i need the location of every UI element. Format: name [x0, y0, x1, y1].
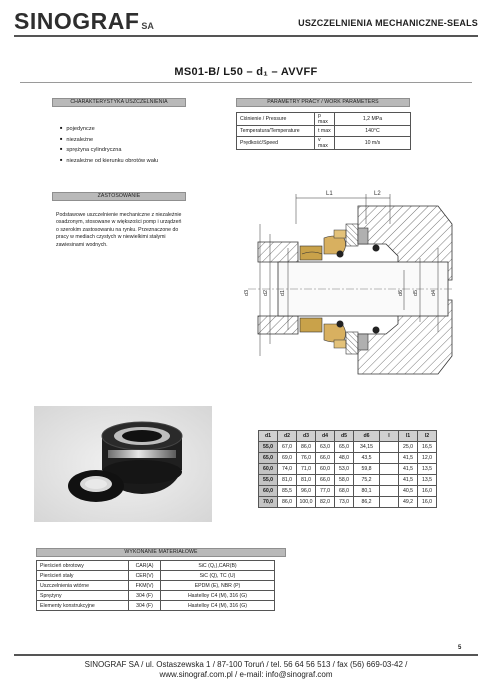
table-cell: 60,0 — [259, 464, 278, 475]
material-part: Sprężyny — [37, 591, 129, 601]
dim-label-d3: d3 — [244, 289, 250, 296]
table-cell: 82,0 — [316, 497, 335, 508]
material-desc: SiC (Q₁),CAR(B) — [161, 561, 275, 571]
page-number: 5 — [458, 645, 462, 651]
table-cell: 49,2 — [399, 497, 418, 508]
column-header: l2 — [418, 431, 437, 442]
table-cell — [380, 442, 399, 453]
param-value: 1,2 MPa — [335, 113, 411, 126]
material-part: Pierścień stały — [37, 571, 129, 581]
material-code: FKM(V) — [129, 581, 161, 591]
table-cell: 76,0 — [297, 453, 316, 464]
footer-contact-link[interactable]: www.sinograf.com.pl / e-mail: info@sinograf.com — [159, 670, 333, 679]
table-row — [259, 453, 437, 464]
param-symbol: t max — [315, 126, 335, 137]
material-part: Pierścień obrotowy — [37, 561, 129, 571]
dim-label-l1: L1 — [326, 191, 333, 197]
application-text: Podstawowe uszczelnienie mechaniczne z niezależnie osadzonym, stosowane w większości pomp i urządzeń o szerokim zastosowaniu na rynku. Przeznaczone do pracy w mediach czystych w niewielkimi stałymi zawiesinami wodnych. — [56, 212, 182, 248]
table-row — [37, 601, 275, 611]
table-cell: 68,0 — [335, 486, 354, 497]
table-cell: 66,0 — [316, 453, 335, 464]
table-cell: 96,0 — [297, 486, 316, 497]
material-code: CER(V) — [129, 571, 161, 581]
material-desc: SiC (Q), TC (U) — [161, 571, 275, 581]
table-cell: 70,0 — [259, 497, 278, 508]
table-cell: 60,0 — [316, 464, 335, 475]
param-label: Prędkość/Speed — [237, 137, 315, 150]
table-cell: 16,0 — [418, 486, 437, 497]
table-cell — [380, 475, 399, 486]
table-cell — [380, 464, 399, 475]
table-cell: 71,0 — [297, 464, 316, 475]
footer-address: SINOGRAF SA / ul. Ostaszewska 1 / 87-100 Toruń / tel. 56 64 56 513 / fax (56) 669-03-42 / — [84, 660, 408, 669]
list-item: ■ sprężyna cylindryczna — [60, 145, 158, 156]
table-row — [237, 126, 411, 137]
dim-label-l2: L2 — [374, 191, 381, 197]
dim-label-d2: d2 — [263, 289, 269, 296]
list-item: ■ pojedyncze — [60, 124, 158, 135]
table-row — [37, 581, 275, 591]
dim-label-d5: d5 — [413, 289, 419, 296]
table-cell: 16,0 — [418, 497, 437, 508]
material-code: 304 (F) — [129, 601, 161, 611]
table-cell: 41,5 — [399, 475, 418, 486]
table-cell: 55,0 — [259, 442, 278, 453]
table-row — [259, 475, 437, 486]
table-cell: 81,0 — [297, 475, 316, 486]
table-header-row — [259, 431, 437, 442]
dim-label-d1: d1 — [280, 289, 286, 296]
logo-suffix: SA — [141, 21, 154, 31]
material-desc: Hastelloy C4 (M), 316 (G) — [161, 591, 275, 601]
table-cell: 65,0 — [259, 453, 278, 464]
column-header: d2 — [278, 431, 297, 442]
material-desc: EPDM (E), NBR (P) — [161, 581, 275, 591]
dim-label-d4: d4 — [431, 289, 437, 296]
table-row — [259, 464, 437, 475]
table-cell: 67,0 — [278, 442, 297, 453]
material-code: CAR(A) — [129, 561, 161, 571]
table-row — [237, 137, 411, 150]
materials-table — [36, 560, 275, 611]
table-cell: 13,5 — [418, 464, 437, 475]
seal-product-photo — [34, 406, 212, 522]
param-symbol: p max — [315, 113, 335, 126]
material-part: Elementy konstrukcyjne — [37, 601, 129, 611]
table-cell: 63,0 — [316, 442, 335, 453]
table-cell: 85,5 — [278, 486, 297, 497]
table-cell — [380, 497, 399, 508]
table-cell — [380, 486, 399, 497]
param-value: 10 m/s — [335, 137, 411, 150]
table-cell: 41,5 — [399, 453, 418, 464]
table-cell: 75,2 — [354, 475, 380, 486]
table-cell: 74,0 — [278, 464, 297, 475]
footer-divider — [14, 654, 478, 656]
material-desc: Hastelloy C4 (M), 316 (G) — [161, 601, 275, 611]
company-logo: SINOGRAF SA — [14, 8, 154, 34]
table-cell: 100,0 — [297, 497, 316, 508]
seal-cross-section-drawing — [238, 184, 460, 382]
table-cell — [380, 453, 399, 464]
material-code: 304 (F) — [129, 591, 161, 601]
table-cell: 66,0 — [316, 475, 335, 486]
table-row — [259, 442, 437, 453]
table-row — [237, 113, 411, 126]
materials-heading: WYKONANIE MATERIAŁOWE — [36, 548, 286, 557]
table-cell: 86,0 — [278, 497, 297, 508]
table-cell: 73,0 — [335, 497, 354, 508]
table-cell: 55,0 — [259, 475, 278, 486]
table-cell: 40,5 — [399, 486, 418, 497]
table-cell: 77,0 — [316, 486, 335, 497]
column-header: d3 — [297, 431, 316, 442]
header-title: USZCZELNIENIA MECHANICZNE-SEALS — [298, 18, 478, 28]
parameters-heading: PARAMETRY PRACY / WORK PARAMETERS — [236, 98, 410, 107]
column-header: d5 — [335, 431, 354, 442]
column-header: l1 — [399, 431, 418, 442]
param-symbol: v max — [315, 137, 335, 150]
dim-label-d6: d6 — [398, 289, 404, 296]
table-cell: 86,2 — [354, 497, 380, 508]
header-divider — [14, 35, 478, 37]
table-row — [259, 497, 437, 508]
param-value: 140°C — [335, 126, 411, 137]
title-divider — [20, 82, 472, 83]
table-cell: 58,0 — [335, 475, 354, 486]
table-cell: 59,8 — [354, 464, 380, 475]
dimensions-table — [258, 430, 437, 508]
list-item: ■ niezależne od kierunku obrotów wału — [60, 156, 158, 167]
column-header: l — [380, 431, 399, 442]
table-cell: 12,0 — [418, 453, 437, 464]
application-heading: ZASTOSOWANIE — [52, 192, 186, 201]
table-cell: 69,0 — [278, 453, 297, 464]
table-cell: 86,0 — [297, 442, 316, 453]
table-row — [37, 561, 275, 571]
list-item: ■ niezależne — [60, 135, 158, 146]
table-cell: 13,5 — [418, 475, 437, 486]
param-label: Ciśnienie / Pressure — [237, 113, 315, 126]
table-cell: 65,0 — [335, 442, 354, 453]
material-part: Uszczelnienia wtórne — [37, 581, 129, 591]
table-cell: 81,0 — [278, 475, 297, 486]
characteristics-heading: CHARAKTERYSTYKA USZCZELNIENIA — [52, 98, 186, 107]
column-header: d1 — [259, 431, 278, 442]
table-cell: 34,15 — [354, 442, 380, 453]
table-row — [37, 591, 275, 601]
table-row — [259, 486, 437, 497]
parameters-table — [236, 112, 411, 150]
table-cell: 60,0 — [259, 486, 278, 497]
table-cell: 43,5 — [354, 453, 380, 464]
table-cell: 25,0 — [399, 442, 418, 453]
table-cell: 16,5 — [418, 442, 437, 453]
param-label: Temperatura/Temperature — [237, 126, 315, 137]
product-title: MS01-B/ L50 – d₁ – AVVFF — [174, 66, 318, 78]
table-cell: 80,1 — [354, 486, 380, 497]
table-cell: 48,0 — [335, 453, 354, 464]
table-row — [37, 571, 275, 581]
table-cell: 41,5 — [399, 464, 418, 475]
characteristics-list — [60, 124, 158, 166]
table-cell: 53,0 — [335, 464, 354, 475]
column-header: d6 — [354, 431, 380, 442]
column-header: d4 — [316, 431, 335, 442]
